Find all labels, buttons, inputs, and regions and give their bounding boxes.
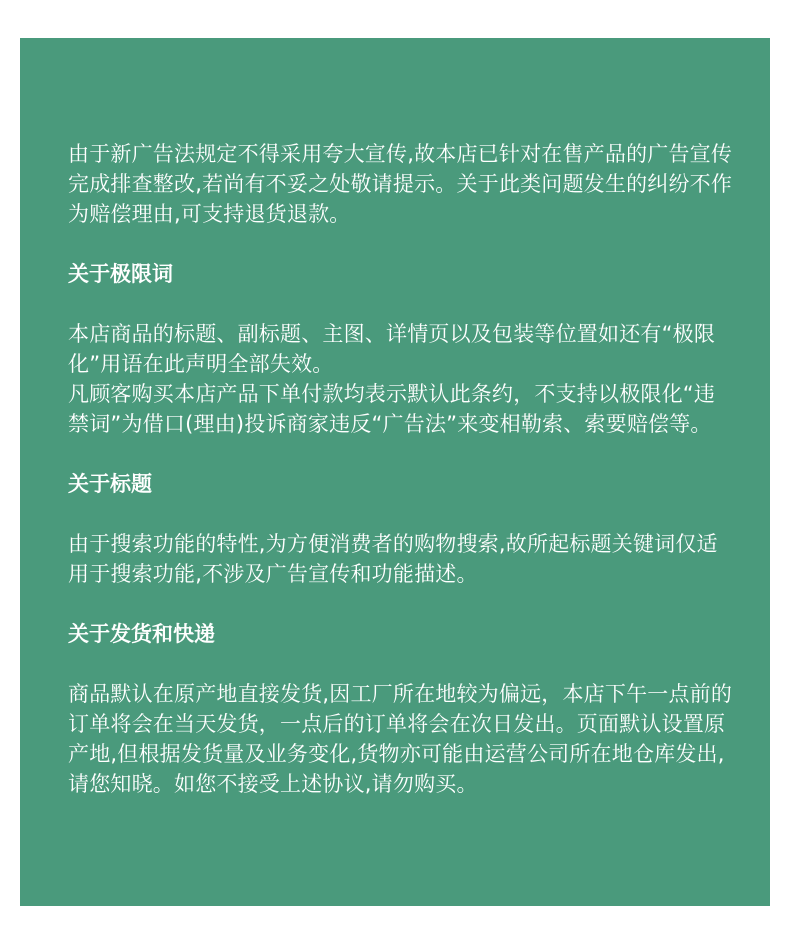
shipping-paragraph: 商品默认在原产地直接发货,因工厂所在地较为偏远，本店下午一点前的订单将会在当天发货，一点后的订单将会在次日发出。页面默认设置原产地,但根据发货量及业务变化,货物亦可能由运营公司所在地仓库发出,请您知晓。如您不接受上述协议,请勿购买。 <box>68 682 733 796</box>
notice-panel <box>20 38 770 906</box>
spacer <box>68 439 734 469</box>
extreme-words-paragraph-2: 凡顾客购买本店产品下单付款均表示默认此条约，不支持以极限化“违禁词”为借口(理由)投诉商家违反“广告法”来变相勒索、索要赔偿等。 <box>68 382 716 436</box>
section-title-extreme-words: 关于极限词 <box>68 262 173 286</box>
section-title-titles: 关于标题 <box>68 472 152 496</box>
spacer <box>68 289 734 319</box>
spacer <box>68 649 734 679</box>
titles-paragraph: 由于搜索功能的特性,为方便消费者的购物搜索,故所起标题关键词仅适用于搜索功能,不涉及广告宣传和功能描述。 <box>68 532 718 586</box>
spacer <box>68 589 734 619</box>
extreme-words-paragraph-1: 本店商品的标题、副标题、主图、详情页以及包装等位置如还有“极限化”用语在此声明全部失效。 <box>68 322 716 376</box>
spacer <box>68 499 734 529</box>
intro-paragraph: 由于新广告法规定不得采用夸大宣传,故本店已针对在售产品的广告宣传完成排查整改,若尚有不妥之处敬请提示。关于此类问题发生的纠纷不作为赔偿理由,可支持退货退款。 <box>68 142 733 226</box>
section-title-shipping: 关于发货和快递 <box>68 622 215 646</box>
spacer <box>68 229 734 259</box>
